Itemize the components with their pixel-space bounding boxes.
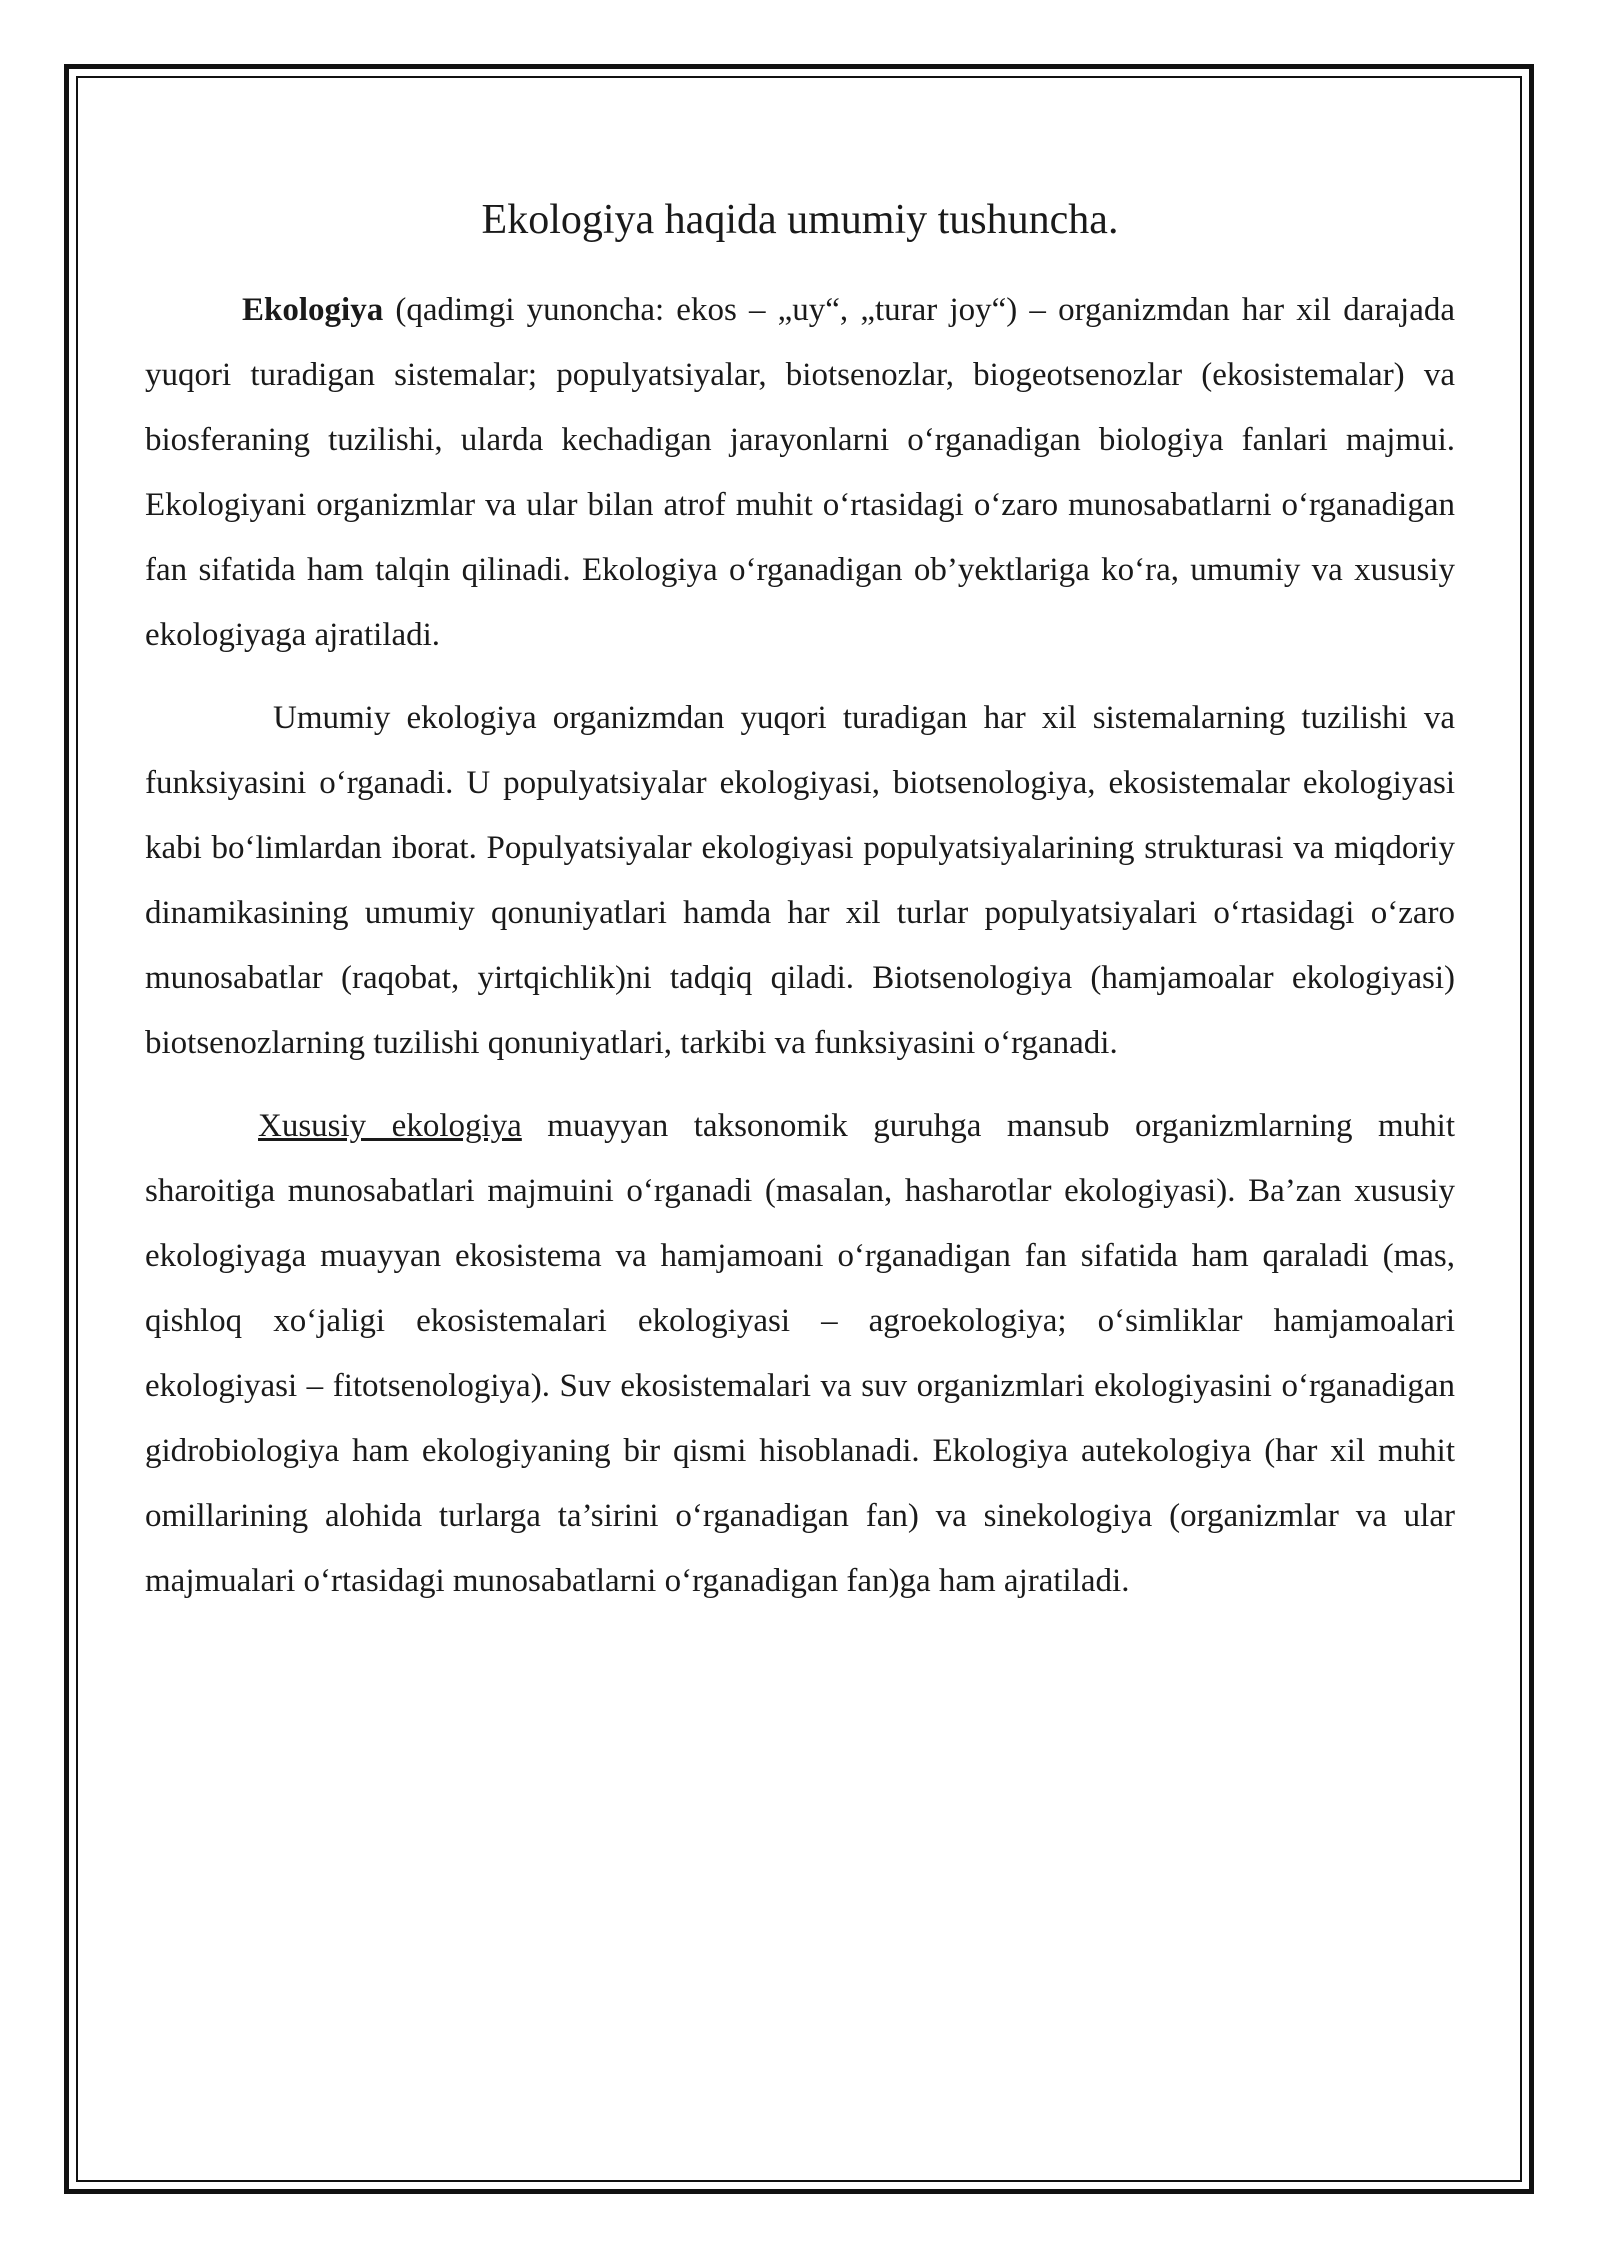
page-title: Ekologiya haqida umumiy tushuncha. (481, 197, 1119, 243)
paragraph-specific-ecology (145, 1094, 1455, 1614)
paragraph-specific-ecology-text: muayyan taksonomik guruhga mansub organizmlarning muhit sharoitiga munosabatlari majmuini oʻrganadi (masalan, hasharotlar ekologiyasi). Ba’zan xususiy ekologiyaga muayyan ekosistema va hamjamoani oʻrganadigan fan sifatida ham qaraladi (mas, qishloq xoʻjaligi ekosistemalari ekologiyasi – agroekologiya; oʻsimliklar hamjamoalari ekologiyasi – fitotsenologiya). Suv ekosistemalari va suv organizmlari ekologiyasini oʻrganadigan gidrobiologiya ham ekologiyaning bir qismi hisoblanadi. Ekologiya autekologiya (har xil muhit omillarining alohida turlarga ta’sirini oʻrganadigan fan) va sinekologiya (organizmlar va ular majmualari oʻrtasidagi munosabatlarni oʻrganadigan fan)ga ham ajratiladi. (145, 1108, 1455, 1599)
paragraph-definition-text: (qadimgi yunoncha: ekos – „uy“, „turar joy“) – organizmdan har xil darajada yuqori turadigan sistemalar; populyatsiyalar, biotsenozlar, biogeotsenozlar (ekosistemalar) va biosferaning tuzilishi, ularda kechadigan jarayonlarni oʻrganadigan biologiya fanlari majmui. Ekologiyani organizmlar va ular bilan atrof muhit oʻrtasidagi oʻzaro munosabatlarni oʻrganadigan fan sifatida ham talqin qilinadi. Ekologiya oʻrganadigan ob’yektlariga koʻra, umumiy va xususiy ekologiyaga ajratiladi. (145, 292, 1455, 653)
paragraph-general-ecology (145, 686, 1455, 1076)
paragraph-definition (145, 278, 1455, 668)
document-body (145, 190, 1455, 1614)
paragraph-general-ecology-text: Umumiy ekologiya organizmdan yuqori turadigan har xil sistemalarning tuzilishi va funksiyasini oʻrganadi. U populyatsiyalar ekologiyasi, biotsenologiya, ekosistemalar ekologiyasi kabi boʻlimlardan iborat. Populyatsiyalar ekologiyasi populyatsiyalarining strukturasi va miqdoriy dinamikasining umumiy qonuniyatlari hamda har xil turlar populyatsiyalari oʻrtasidagi oʻzaro munosabatlar (raqobat, yirtqichlik)ni tadqiq qiladi. Biotsenologiya (hamjamoalar ekologiyasi) biotsenozlarning tuzilishi qonuniyatlari, tarkibi va funksiyasini oʻrganadi. (145, 700, 1455, 1061)
term-ekologiya: Ekologiya (242, 292, 384, 328)
term-xususiy-ekologiya: Xususiy ekologiya (258, 1108, 522, 1144)
